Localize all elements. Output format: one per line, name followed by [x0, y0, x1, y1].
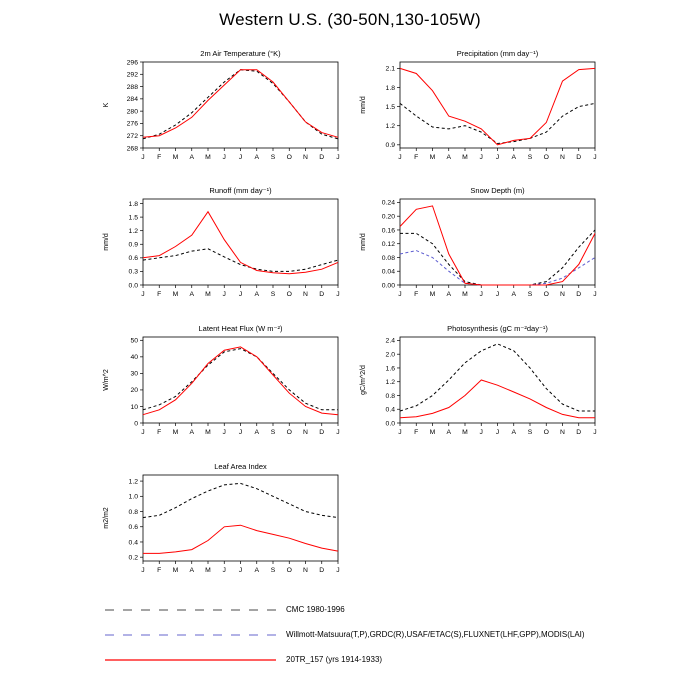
svg-text:J: J [479, 154, 483, 161]
svg-text:J: J [479, 429, 483, 436]
svg-text:J: J [398, 429, 402, 436]
svg-text:O: O [286, 291, 292, 298]
svg-text:J: J [141, 567, 145, 574]
svg-text:A: A [446, 429, 452, 436]
svg-text:J: J [495, 154, 500, 161]
svg-text:J: J [336, 429, 340, 436]
svg-text:N: N [303, 154, 308, 161]
legend-item-20tr [103, 647, 585, 672]
svg-text:A: A [254, 291, 260, 298]
svg-text:N: N [560, 291, 565, 298]
chart-snow-depth [352, 183, 602, 321]
svg-text:A: A [189, 291, 195, 298]
legend-label-20tr: 20TR_157 (yrs 1914-1933) [286, 655, 383, 664]
svg-text:M: M [429, 291, 436, 298]
chart-latent-heat-flux [95, 321, 345, 459]
svg-text:K: K [103, 102, 110, 108]
svg-text:D: D [319, 154, 325, 161]
svg-text:O: O [543, 291, 549, 298]
svg-text:1.5: 1.5 [385, 103, 395, 111]
svg-text:D: D [319, 567, 325, 574]
svg-text:292: 292 [126, 71, 138, 79]
svg-text:S: S [270, 567, 276, 574]
svg-text:M: M [172, 567, 179, 574]
chart-runoff [95, 183, 345, 321]
svg-text:D: D [576, 154, 582, 161]
svg-text:mm/d: mm/d [360, 233, 367, 251]
svg-text:J: J [238, 154, 243, 161]
svg-text:0.3: 0.3 [128, 268, 138, 276]
svg-text:mm/d: mm/d [360, 96, 367, 114]
svg-text:M: M [205, 567, 211, 574]
svg-text:N: N [560, 154, 565, 161]
svg-text:M: M [172, 291, 179, 298]
svg-text:J: J [336, 567, 340, 574]
svg-text:Photosynthesis (gC m⁻²day⁻¹): Photosynthesis (gC m⁻²day⁻¹) [447, 324, 548, 333]
svg-text:0.24: 0.24 [381, 199, 395, 207]
svg-text:J: J [222, 567, 226, 574]
svg-text:0.9: 0.9 [128, 241, 138, 249]
svg-text:m2/m2: m2/m2 [103, 507, 110, 529]
svg-text:J: J [222, 154, 226, 161]
svg-text:M: M [429, 429, 436, 436]
svg-text:O: O [543, 429, 549, 436]
svg-text:F: F [157, 567, 162, 574]
chart-leaf-area-index [95, 459, 345, 597]
svg-text:2.0: 2.0 [385, 351, 395, 359]
svg-text:M: M [172, 429, 179, 436]
svg-text:S: S [527, 429, 533, 436]
dashed-line-sample-icon [103, 629, 278, 641]
svg-text:J: J [238, 567, 243, 574]
svg-text:0.9: 0.9 [385, 142, 395, 150]
svg-text:Precipitation (mm day⁻¹): Precipitation (mm day⁻¹) [456, 49, 539, 58]
svg-text:J: J [495, 429, 500, 436]
svg-text:J: J [593, 154, 597, 161]
svg-text:A: A [446, 154, 452, 161]
svg-text:1.8: 1.8 [385, 84, 395, 92]
svg-text:30: 30 [130, 370, 138, 378]
svg-text:0.08: 0.08 [381, 254, 395, 262]
svg-text:A: A [511, 154, 517, 161]
svg-text:J: J [479, 291, 483, 298]
svg-text:F: F [414, 154, 419, 161]
svg-text:2.1: 2.1 [385, 65, 395, 73]
svg-text:296: 296 [126, 59, 138, 67]
svg-text:M: M [462, 291, 468, 298]
svg-text:D: D [319, 429, 325, 436]
svg-text:J: J [336, 154, 340, 161]
svg-text:0: 0 [134, 420, 138, 428]
svg-text:276: 276 [126, 120, 138, 128]
svg-text:J: J [238, 291, 243, 298]
svg-text:0.4: 0.4 [385, 406, 395, 414]
svg-text:268: 268 [126, 145, 138, 153]
svg-text:F: F [157, 154, 162, 161]
legend-item-cmc [103, 597, 585, 622]
svg-text:0.16: 0.16 [381, 227, 395, 235]
svg-text:D: D [319, 291, 325, 298]
svg-text:0.20: 0.20 [381, 213, 395, 221]
svg-text:0.04: 0.04 [381, 268, 395, 276]
svg-text:2.4: 2.4 [385, 337, 395, 345]
svg-text:O: O [543, 154, 549, 161]
figure-title: Western U.S. (30-50N,130-105W) [219, 10, 481, 29]
svg-text:S: S [527, 154, 533, 161]
legend [103, 597, 585, 672]
svg-text:N: N [303, 429, 308, 436]
svg-text:0.8: 0.8 [385, 392, 395, 400]
svg-text:284: 284 [126, 96, 138, 104]
svg-text:Leaf Area Index: Leaf Area Index [214, 462, 267, 471]
svg-text:F: F [414, 429, 419, 436]
svg-text:10: 10 [130, 403, 138, 411]
svg-text:288: 288 [126, 83, 138, 91]
svg-text:A: A [511, 429, 517, 436]
svg-text:J: J [238, 429, 243, 436]
svg-text:J: J [141, 154, 145, 161]
svg-text:S: S [270, 154, 276, 161]
svg-text:D: D [576, 429, 582, 436]
svg-text:gC/m^2/d: gC/m^2/d [360, 365, 367, 395]
svg-text:A: A [254, 154, 260, 161]
svg-text:50: 50 [130, 337, 138, 345]
svg-text:A: A [511, 291, 517, 298]
svg-text:1.8: 1.8 [128, 200, 138, 208]
svg-text:S: S [527, 291, 533, 298]
svg-text:M: M [462, 429, 468, 436]
svg-text:J: J [398, 154, 402, 161]
svg-text:O: O [286, 429, 292, 436]
legend-label-willmott: Willmott-Matsuura(T,P),GRDC(R),USAF/ETAC(S),FLUXNET(LHF,GPP),MODIS(LAI) [286, 630, 585, 639]
svg-text:0.00: 0.00 [381, 282, 395, 290]
chart-2m-air-temperature [95, 46, 345, 184]
svg-text:1.2: 1.2 [128, 478, 138, 486]
svg-text:0.12: 0.12 [381, 241, 395, 249]
dashed-line-sample-icon [103, 604, 278, 616]
svg-text:J: J [593, 291, 597, 298]
svg-text:280: 280 [126, 108, 138, 116]
svg-text:W/m^2: W/m^2 [103, 369, 110, 391]
svg-text:F: F [157, 291, 162, 298]
svg-text:J: J [141, 429, 145, 436]
svg-text:Latent Heat Flux (W m⁻²): Latent Heat Flux (W m⁻²) [198, 324, 283, 333]
svg-text:A: A [254, 429, 260, 436]
svg-text:M: M [205, 429, 211, 436]
svg-text:A: A [254, 567, 260, 574]
chart-precipitation [352, 46, 602, 184]
svg-text:F: F [414, 291, 419, 298]
svg-text:M: M [205, 291, 211, 298]
svg-text:20: 20 [130, 387, 138, 395]
svg-text:N: N [560, 429, 565, 436]
svg-text:J: J [222, 291, 226, 298]
svg-text:J: J [336, 291, 340, 298]
svg-text:J: J [141, 291, 145, 298]
svg-text:J: J [222, 429, 226, 436]
svg-text:0.6: 0.6 [128, 524, 138, 532]
svg-text:1.0: 1.0 [128, 493, 138, 501]
legend-item-willmott [103, 622, 585, 647]
svg-text:mm/d: mm/d [103, 233, 110, 251]
svg-text:0.6: 0.6 [128, 255, 138, 263]
svg-text:2m Air Temperature (°K): 2m Air Temperature (°K) [200, 49, 281, 58]
svg-text:N: N [303, 291, 308, 298]
svg-text:M: M [172, 154, 179, 161]
svg-text:1.2: 1.2 [385, 379, 395, 387]
svg-text:A: A [189, 154, 195, 161]
svg-text:Runoff (mm day⁻¹): Runoff (mm day⁻¹) [209, 186, 272, 195]
svg-text:M: M [205, 154, 211, 161]
svg-text:M: M [462, 154, 468, 161]
svg-text:N: N [303, 567, 308, 574]
svg-text:J: J [593, 429, 597, 436]
svg-text:Snow Depth (m): Snow Depth (m) [470, 186, 525, 195]
svg-text:0.0: 0.0 [385, 420, 395, 428]
legend-label-cmc: CMC 1980-1996 [286, 605, 345, 614]
svg-text:D: D [576, 291, 582, 298]
chart-photosynthesis [352, 321, 602, 459]
svg-text:J: J [398, 291, 402, 298]
solid-line-sample-icon [103, 654, 278, 666]
svg-text:M: M [429, 154, 436, 161]
svg-text:F: F [157, 429, 162, 436]
svg-text:1.2: 1.2 [385, 123, 395, 131]
svg-text:0.8: 0.8 [128, 508, 138, 516]
svg-text:0.0: 0.0 [128, 282, 138, 290]
svg-text:1.5: 1.5 [128, 214, 138, 222]
svg-text:A: A [189, 429, 195, 436]
svg-text:1.2: 1.2 [128, 227, 138, 235]
svg-text:272: 272 [126, 133, 138, 141]
svg-text:J: J [495, 291, 500, 298]
svg-text:0.4: 0.4 [128, 539, 138, 547]
svg-text:A: A [446, 291, 452, 298]
svg-text:O: O [286, 154, 292, 161]
svg-text:1.6: 1.6 [385, 365, 395, 373]
svg-text:A: A [189, 567, 195, 574]
svg-text:S: S [270, 291, 276, 298]
svg-text:40: 40 [130, 354, 138, 362]
svg-text:0.2: 0.2 [128, 554, 138, 562]
svg-text:O: O [286, 567, 292, 574]
svg-text:S: S [270, 429, 276, 436]
